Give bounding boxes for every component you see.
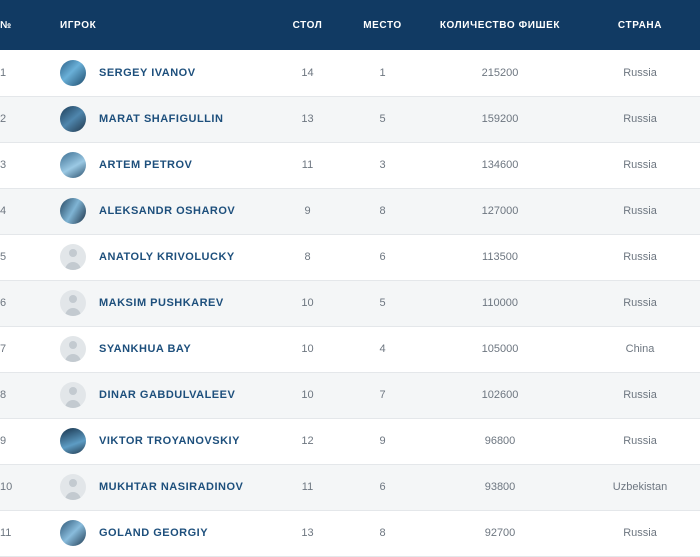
player-cell (60, 290, 270, 316)
cell-place: 8 (379, 527, 386, 539)
cell-place: 4 (379, 343, 386, 355)
cell-country: Russia (623, 297, 657, 309)
table-header (0, 0, 700, 50)
cell-chips: 92700 (484, 527, 516, 539)
table-header-row (0, 0, 700, 50)
table-row (0, 234, 700, 280)
player-name-link[interactable]: SERGEY IVANOV (99, 66, 196, 79)
cell-chips: 159200 (481, 113, 519, 125)
avatar (60, 60, 86, 86)
cell-table: 12 (301, 435, 314, 447)
player-cell (60, 474, 270, 500)
cell-player (60, 96, 270, 142)
cell-country: Russia (623, 251, 657, 263)
cell-table: 10 (301, 389, 314, 401)
cell-table: 10 (301, 297, 314, 309)
cell-player (60, 510, 270, 556)
avatar-placeholder-icon (60, 244, 86, 270)
cell-rank: 11 (0, 527, 12, 539)
cell-rank: 8 (0, 389, 7, 401)
player-name-link[interactable]: MAKSIM PUSHKAREV (99, 297, 224, 309)
player-name-link[interactable]: ARTEM PETROV (99, 159, 193, 171)
avatar-placeholder-icon (60, 336, 86, 362)
cell-chips: 102600 (481, 389, 519, 401)
cell-rank: 6 (0, 297, 7, 309)
table-row (0, 142, 700, 188)
cell-table: 14 (301, 66, 314, 79)
cell-table: 10 (301, 343, 314, 355)
cell-country: Russia (623, 66, 657, 79)
cell-place: 6 (379, 481, 386, 493)
cell-place: 6 (379, 251, 386, 263)
player-name-link[interactable]: SYANKHUA BAY (99, 343, 192, 355)
cell-place: 1 (379, 66, 386, 79)
cell-country: Russia (623, 205, 657, 217)
cell-chips: 105000 (481, 343, 519, 355)
cell-chips: 127000 (481, 205, 519, 217)
cell-place: 5 (379, 113, 386, 125)
table-row (0, 418, 700, 464)
table-row (0, 96, 700, 142)
column-header-chips: КОЛИЧЕСТВО ФИШЕК (420, 0, 580, 50)
cell-player (60, 464, 270, 510)
avatar-placeholder-icon (60, 382, 86, 408)
player-cell (60, 244, 270, 270)
table-row (0, 280, 700, 326)
cell-table: 11 (301, 159, 314, 171)
cell-player (60, 280, 270, 326)
cell-rank: 4 (0, 205, 7, 217)
table-row (0, 372, 700, 418)
cell-country: Russia (623, 159, 657, 171)
column-header-country: СТРАНА (580, 0, 700, 50)
avatar (60, 106, 86, 132)
avatar (60, 152, 86, 178)
cell-chips: 134600 (481, 159, 519, 171)
cell-rank: 7 (0, 343, 7, 355)
cell-rank: 1 (0, 66, 7, 79)
table-row (0, 50, 700, 96)
cell-country: Russia (623, 527, 657, 539)
cell-table: 13 (301, 527, 314, 539)
table-row (0, 510, 700, 556)
column-header-table: СТОЛ (270, 0, 345, 50)
cell-country: Russia (623, 389, 657, 401)
cell-table: 8 (304, 251, 311, 263)
cell-rank: 3 (0, 159, 7, 171)
cell-country: China (625, 343, 655, 355)
cell-chips: 113500 (482, 251, 518, 263)
table-row (0, 464, 700, 510)
cell-player (60, 234, 270, 280)
column-header-rank: № (0, 0, 60, 50)
cell-player (60, 372, 270, 418)
avatar-placeholder-icon (60, 290, 86, 316)
player-name-link[interactable]: DINAR GABDULVALEEV (99, 389, 236, 401)
cell-chips: 93800 (484, 481, 516, 493)
avatar-placeholder-icon (60, 474, 86, 500)
player-cell (60, 106, 270, 132)
cell-place: 9 (379, 435, 386, 447)
cell-place: 7 (379, 389, 386, 401)
player-cell (60, 336, 270, 362)
cell-place: 8 (379, 205, 386, 217)
cell-chips: 96800 (484, 435, 516, 447)
cell-rank: 9 (0, 435, 7, 447)
player-name-link[interactable]: ANATOLY KRIVOLUCKY (99, 251, 235, 263)
player-name-link[interactable]: ALEKSANDR OSHAROV (99, 205, 236, 217)
player-cell (60, 428, 270, 454)
cell-player (60, 50, 270, 96)
cell-rank: 5 (0, 251, 7, 263)
cell-rank: 10 (0, 481, 13, 493)
player-name-link[interactable]: GOLAND GEORGIY (99, 527, 209, 539)
column-header-player: ИГРОК (60, 0, 270, 50)
cell-player (60, 326, 270, 372)
cell-player (60, 188, 270, 234)
player-cell (60, 520, 270, 546)
cell-chips: 215200 (481, 66, 519, 79)
column-header-place: МЕСТО (345, 0, 420, 50)
cell-country: Uzbekistan (612, 481, 668, 493)
table-body (0, 50, 700, 556)
table-row (0, 326, 700, 372)
player-cell (60, 60, 270, 86)
cell-place: 3 (379, 159, 386, 171)
player-cell (60, 152, 270, 178)
avatar (60, 520, 86, 546)
cell-country: Russia (623, 435, 657, 447)
cell-table: 9 (304, 205, 311, 217)
table-row (0, 188, 700, 234)
cell-table: 13 (301, 113, 314, 125)
cell-rank: 2 (0, 113, 7, 125)
avatar (60, 428, 86, 454)
cell-place: 5 (379, 297, 386, 309)
player-name-link[interactable]: MUKHTAR NASIRADINOV (99, 481, 244, 493)
cell-table: 11 (301, 481, 314, 493)
player-name-link[interactable]: MARAT SHAFIGULLIN (99, 113, 224, 125)
cell-country: Russia (623, 113, 657, 125)
avatar (60, 198, 86, 224)
cell-player (60, 418, 270, 464)
player-name-link[interactable]: VIKTOR TROYANOVSKIY (99, 435, 240, 447)
player-cell (60, 382, 270, 408)
cell-player (60, 142, 270, 188)
player-cell (60, 198, 270, 224)
cell-chips: 110000 (482, 297, 518, 309)
